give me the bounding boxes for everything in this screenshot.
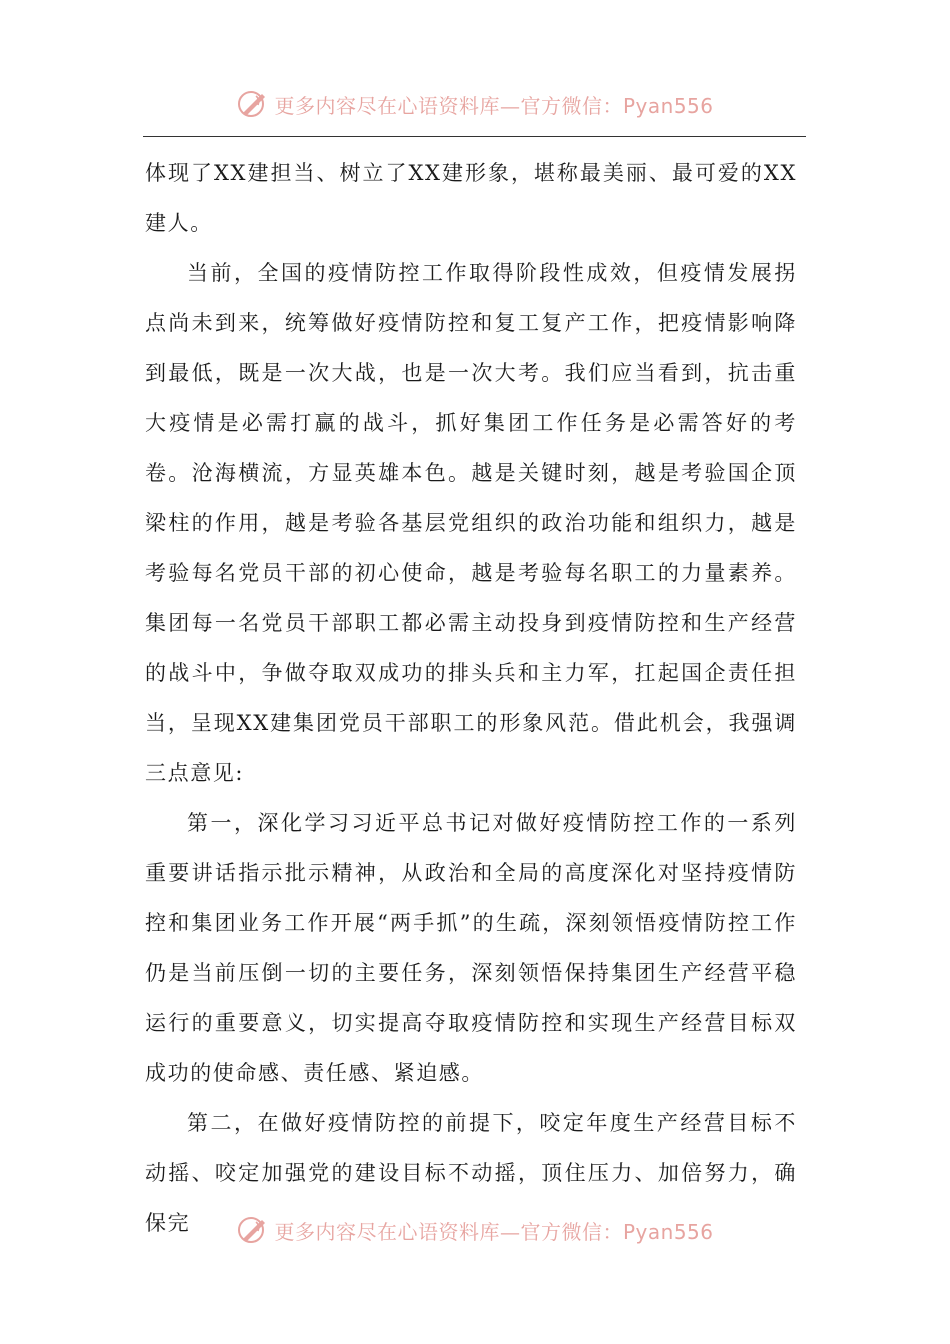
- document-body: [145, 148, 797, 1248]
- header-banner-text: 更多内容尽在心语资料库—官方微信：Pyan556: [274, 93, 714, 118]
- header-divider: [143, 136, 806, 137]
- paragraph: 当前，全国的疫情防控工作取得阶段性成效，但疫情发展拐点尚未到来，统筹做好疫情防控和复工复产工作，把疫情影响降到最低，既是一次大战，也是一次大考。我们应当看到，抗击重大疫情是必需打赢的战斗，抓好集团工作任务是必需答好的考卷。沧海横流，方显英雄本色。越是关键时刻，越是考验国企顶梁柱的作用，越是考验各基层党组织的政治功能和组织力，越是考验每名党员干部的初心使命，越是考验每名职工的力量素养。集团每一名党员干部职工都必需主动投身到疫情防控和生产经营的战斗中，争做夺取双成功的排头兵和主力军，扛起国企责任担当，呈现XX建集团党员干部职工的形象风范。借此机会，我强调三点意见:: [145, 261, 797, 785]
- pen-logo-icon: [236, 87, 270, 121]
- paragraph-continuation: 体现了XX建担当、树立了XX建形象，堪称最美丽、最可爱的XX建人。: [145, 161, 797, 235]
- pen-logo-icon: [236, 1213, 270, 1247]
- footer-wechat-id: Pyan556: [622, 1219, 714, 1244]
- paragraph: 第二，在做好疫情防控的前提下，咬定年度生产经营目标不动摇、咬定加强党的建设目标不动摇，顶住压力、加倍努力，确保完: [145, 1111, 797, 1235]
- footer-banner: [0, 1210, 950, 1250]
- paragraph: 第一，深化学习习近平总书记对做好疫情防控工作的一系列重要讲话指示批示精神，从政治和全局的高度深化对坚持疫情防控和集团业务工作开展“两手抓”的生疏，深刻领悟疫情防控工作仍是当前压倒一切的主要任务，深刻领悟保持集团生产经营平稳运行的重要意义，切实提高夺取疫情防控和实现生产经营目标双成功的使命感、责任感、紧迫感。: [145, 811, 797, 1085]
- header-wechat-id: Pyan556: [622, 93, 714, 118]
- footer-banner-text: 更多内容尽在心语资料库—官方微信：Pyan556: [274, 1219, 714, 1244]
- header-banner: [0, 84, 950, 124]
